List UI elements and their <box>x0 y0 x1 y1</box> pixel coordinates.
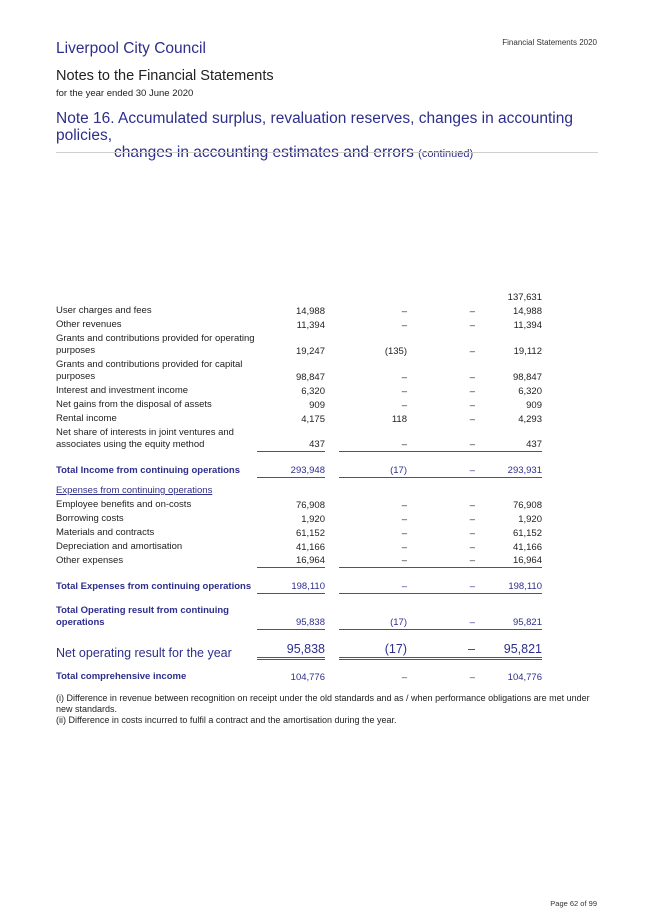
document-title: Financial Statements 2020 <box>502 38 597 47</box>
cell: 95,838 <box>257 642 325 660</box>
row-label: Total Expenses from continuing operations <box>56 581 252 592</box>
table-row <box>56 332 542 358</box>
cell: – <box>469 386 475 397</box>
cell: – <box>407 465 475 478</box>
cell: 437 <box>257 439 325 452</box>
cell: – <box>469 542 475 553</box>
expense-rows <box>56 498 542 568</box>
cell: – <box>469 514 475 525</box>
cell: 104,776 <box>507 672 542 683</box>
cell: (135) <box>384 346 407 357</box>
cell: 98,847 <box>512 372 542 383</box>
table-row <box>56 398 542 412</box>
footnote-1: (i) Difference in revenue between recognition on receipt under the old standards and as / when performance obligations are met under new standards. <box>56 693 590 714</box>
cell: – <box>469 306 475 317</box>
cell: 1,920 <box>518 514 542 525</box>
table-row <box>56 512 542 526</box>
table-row <box>56 426 542 452</box>
cell: 61,152 <box>512 528 542 539</box>
total-operating-row <box>56 604 542 630</box>
council-name: Liverpool City Council <box>56 40 206 57</box>
cell: – <box>401 514 407 525</box>
period-subtitle: for the year ended 30 June 2020 <box>56 88 194 99</box>
page-number: Page 62 of 99 <box>550 899 597 908</box>
footnotes <box>56 693 604 726</box>
cell: 11,394 <box>296 320 325 331</box>
cell: 19,112 <box>513 346 542 357</box>
cell: – <box>339 581 407 594</box>
row-label: Interest and investment income <box>56 385 189 396</box>
row-label: Rental income <box>56 413 117 424</box>
row-label: Employee benefits and on-costs <box>56 499 192 510</box>
cell: – <box>401 542 407 553</box>
cell: 76,908 <box>295 500 325 511</box>
total-comprehensive-row <box>56 670 542 684</box>
cell: 6,320 <box>518 386 542 397</box>
note-heading-line2: changes in accounting estimates and errors (continued) <box>114 144 474 161</box>
top-value: 137,631 <box>507 292 542 303</box>
cell: 14,988 <box>512 306 542 317</box>
section-label: Expenses from continuing operations <box>56 485 213 496</box>
cell: 14,988 <box>295 306 325 317</box>
net-operating-row <box>56 640 542 660</box>
row-label: Depreciation and amortisation <box>56 541 183 552</box>
table-row <box>56 412 542 426</box>
row-label: Net operating result for the year <box>56 646 232 660</box>
row-label: Total comprehensive income <box>56 671 187 682</box>
table-row <box>56 290 542 304</box>
note-heading-line1: Note 16. Accumulated surplus, revaluation reserves, changes in accounting policies, <box>56 110 573 144</box>
cell: 118 <box>391 414 407 425</box>
cell: 6,320 <box>301 386 325 397</box>
cell: – <box>469 528 475 539</box>
cell: 76,908 <box>512 500 542 511</box>
cell: – <box>469 372 475 383</box>
total-expenses-row <box>56 568 542 594</box>
cell: – <box>401 372 407 383</box>
table-row <box>56 554 542 568</box>
cell: 4,175 <box>301 414 325 425</box>
continued-label: (continued) <box>418 148 474 160</box>
income-rows <box>56 304 542 452</box>
row-label: Total Income from continuing operations <box>56 465 241 476</box>
cell: – <box>469 320 475 331</box>
cell: 198,110 <box>474 581 542 594</box>
cell: 293,931 <box>474 465 542 478</box>
row-label: Net gains from the disposal of assets <box>56 399 212 410</box>
row-label: Other expenses <box>56 555 124 566</box>
cell: 41,166 <box>295 542 325 553</box>
table-row <box>56 304 542 318</box>
cell: – <box>469 400 475 411</box>
cell: – <box>469 414 475 425</box>
row-label: Grants and contributions provided for operating purposes <box>56 333 255 356</box>
cell: 293,948 <box>257 465 325 478</box>
cell: 98,847 <box>295 372 325 383</box>
notes-heading: Notes to the Financial Statements <box>56 68 274 84</box>
cell: 909 <box>309 400 325 411</box>
cell: 11,394 <box>513 320 542 331</box>
table-row <box>56 540 542 554</box>
row-label: Borrowing costs <box>56 513 124 524</box>
cell: – <box>401 306 407 317</box>
cell: – <box>401 386 407 397</box>
footnote-2: (ii) Difference in costs incurred to fulfil a contract and the amortisation during the year. <box>56 715 397 725</box>
row-label: Total Operating result from continuing operations <box>56 605 229 628</box>
cell: 41,166 <box>512 542 542 553</box>
table-row <box>56 358 542 384</box>
cell: 1,920 <box>301 514 325 525</box>
cell: 198,110 <box>257 581 325 594</box>
cell: 909 <box>526 400 542 411</box>
cell: – <box>401 672 407 683</box>
financial-table <box>56 290 542 684</box>
cell: – <box>469 346 475 357</box>
cell: – <box>339 555 407 568</box>
row-label: Other revenues <box>56 319 122 330</box>
cell: 95,838 <box>257 617 325 630</box>
cell: (17) <box>339 617 407 630</box>
expenses-section-heading <box>56 484 542 498</box>
heading-rule <box>56 152 598 153</box>
cell: 16,964 <box>257 555 325 568</box>
row-label: Materials and contracts <box>56 527 155 538</box>
cell: – <box>469 500 475 511</box>
cell: (17) <box>339 465 407 478</box>
cell: 95,821 <box>474 617 542 630</box>
cell: 19,247 <box>295 346 325 357</box>
cell: 61,152 <box>295 528 325 539</box>
cell: 4,293 <box>518 414 542 425</box>
cell: 104,776 <box>290 672 325 683</box>
cell: – <box>401 320 407 331</box>
cell: (17) <box>339 642 407 660</box>
cell: – <box>469 672 475 683</box>
table-row <box>56 498 542 512</box>
cell: – <box>407 617 475 630</box>
total-income-row <box>56 452 542 478</box>
cell: – <box>407 581 475 594</box>
table-row <box>56 384 542 398</box>
cell: 437 <box>474 439 542 452</box>
cell: – <box>407 439 475 452</box>
table-row <box>56 526 542 540</box>
note-heading <box>56 110 616 163</box>
cell: 95,821 <box>474 642 542 660</box>
cell: 16,964 <box>474 555 542 568</box>
table-row <box>56 318 542 332</box>
cell: – <box>401 500 407 511</box>
cell: – <box>407 555 475 568</box>
row-label: Grants and contributions provided for capital purposes <box>56 359 243 382</box>
cell: – <box>339 439 407 452</box>
cell: – <box>401 400 407 411</box>
cell: – <box>401 528 407 539</box>
row-label: User charges and fees <box>56 305 152 316</box>
cell: – <box>407 642 475 660</box>
row-label: Net share of interests in joint ventures and associates using the equity method <box>56 427 234 450</box>
